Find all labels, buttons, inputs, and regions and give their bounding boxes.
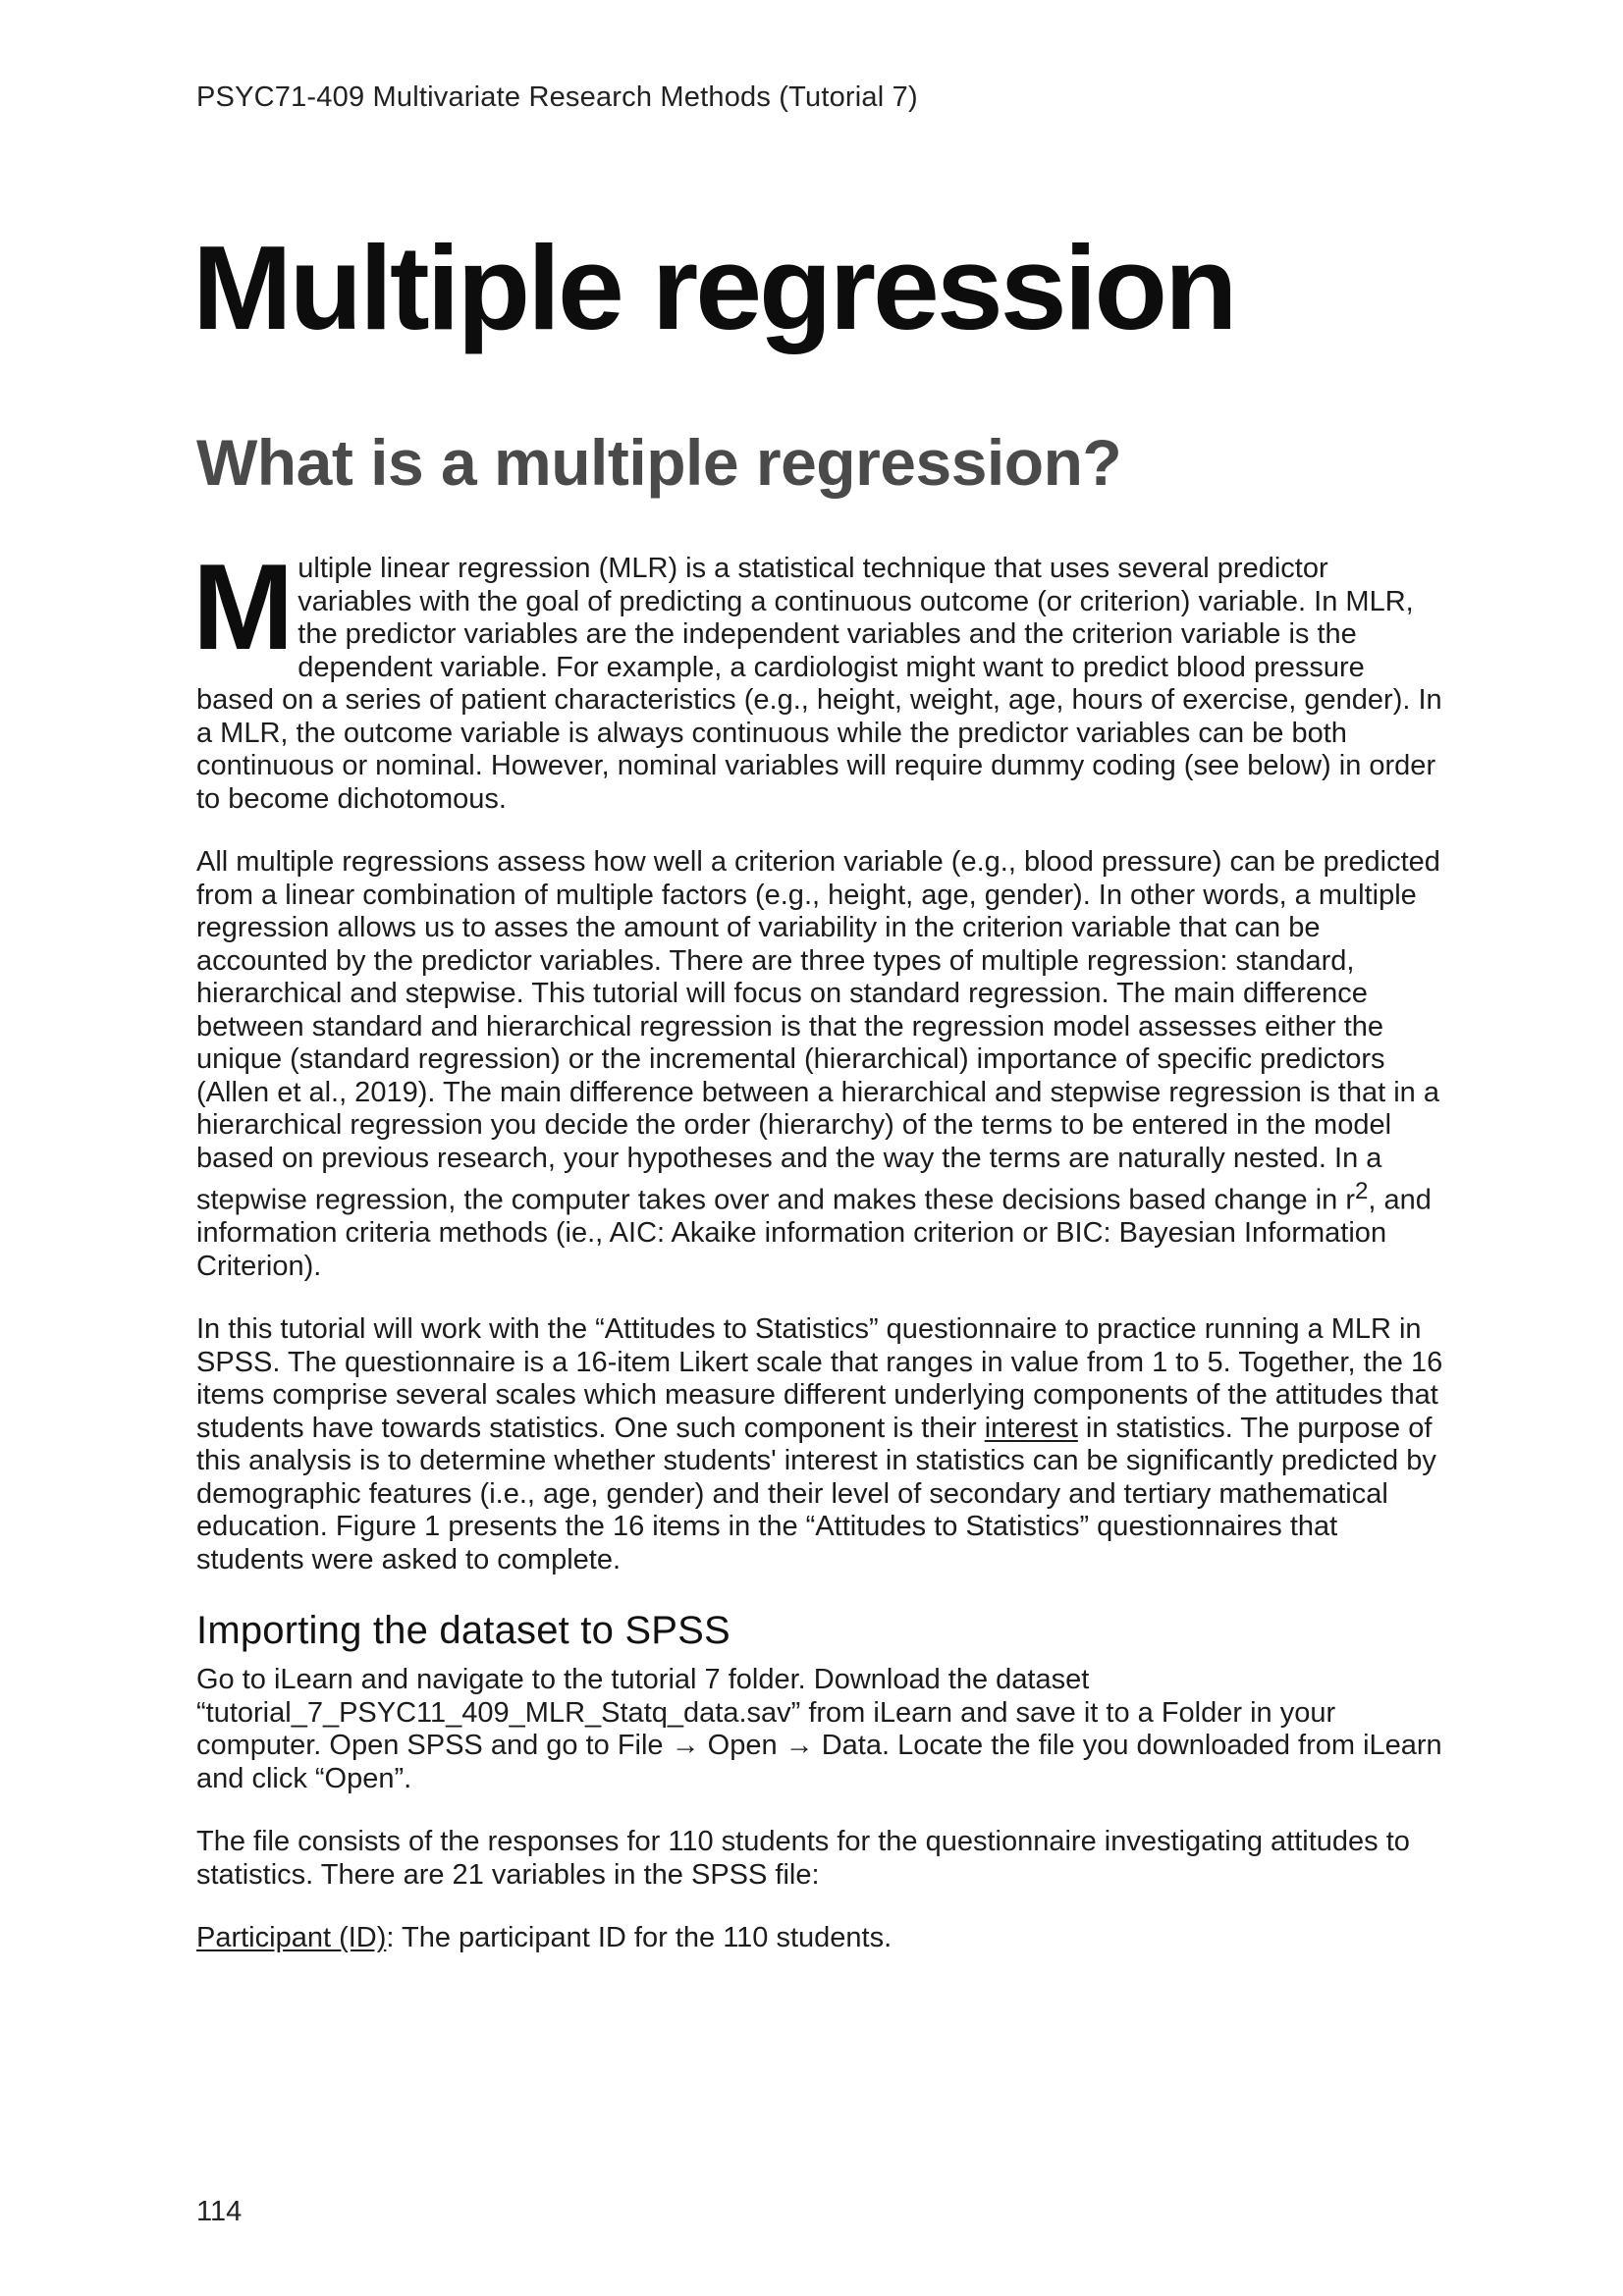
body-text (192, 540, 1443, 1986)
dropcap-letter: M (192, 540, 295, 675)
document-page (192, 0, 1443, 2296)
regression-types-paragraph (196, 846, 1443, 1283)
file-description-paragraph: The file consists of the responses for 110 students for the questionnaire investigating attitudes to statistics. There are 21 variables in the SPSS file: (196, 1826, 1410, 1891)
para3-text-b: in statistics. The purpose of this analysis is to determine whether students' interest in statistics can be significantly predicted by demographic features (i.e., age, gender) and their level of secondary and tertiary mathematical education. Figure 1 presents the 16 items in the “Attitudes to Statistics” questionnaires that students were asked to complete. (196, 1412, 1436, 1575)
intro-text: ultiple linear regression (MLR) is a statistical technique that uses several predictor variables with the goal of predicting a continuous outcome (or criterion) variable. In MLR, the predictor variables are the independent variables and the criterion variable is the dependent variable. For example, a cardiologist might want to predict blood pressure based on a series of patient characteristics (e.g., height, weight, age, hours of exercise, gender). In a MLR, the outcome variable is always continuous while the predictor variables can be both continuous or nominal. However, nominal variables will require dummy coding (see below) in order to become dichotomous. (196, 553, 1442, 815)
intro-paragraph (192, 540, 1443, 816)
superscript-two: 2 (1354, 1178, 1369, 1204)
variable-participant (196, 1922, 1443, 1955)
para2-text-b: , and information criteria methods (ie., AIC: Akaike information criterion or BIC: Bayesian Information Criterion). (196, 1184, 1432, 1282)
section-subtitle: What is a multiple regression? (196, 426, 1122, 499)
import-paragraph: Go to iLearn and navigate to the tutorial 7 folder. Download the dataset “tutorial_7_PSYC11_409_MLR_Statq_data.sav” from iLearn and save it to a Folder in your computer. Open SPSS and go to File → Open → Data. Locate the file you downloaded from iLearn and click “Open”. (196, 1664, 1442, 1794)
page-title: Multiple regression (192, 221, 1235, 354)
page-number: 114 (196, 2196, 243, 2227)
variable-term: Participant (ID) (196, 1922, 387, 1954)
running-header: PSYC71-409 Multivariate Research Methods (Tutorial 7) (196, 81, 918, 113)
interest-underlined: interest (984, 1412, 1078, 1444)
tutorial-paragraph (196, 1313, 1443, 1576)
para3-text-a: In this tutorial will work with the “Attitudes to Statistics” questionnaire to practice running a MLR in SPSS. The questionnaire is a 16-item Likert scale that ranges in value from 1 to 5. Together, the 16 items comprise several scales which measure different underlying components of the attitudes that students have towards statistics. One such component is their (196, 1313, 1443, 1444)
variable-description: : The participant ID for the 110 students. (386, 1922, 893, 1954)
import-heading: Importing the dataset to SPSS (196, 1609, 730, 1653)
para2-text-a: All multiple regressions assess how well a criterion variable (e.g., blood pressure) can be predicted from a linear combination of multiple factors (e.g., height, age, gender). In other words, a multiple regression allows us to asses the amount of variability in the criterion variable that can be accounted by the predictor variables. There are three types of multiple regression: standard, hierarchical and stepwise. This tutorial will focus on standard regression. The main difference between standard and hierarchical regression is that the regression model assesses either the unique (standard regression) or the incremental (hierarchical) importance of specific predictors (Allen et al., 2019). The main difference between a hierarchical and stepwise regression is that in a hierarchical regression you decide the order (hierarchy) of the terms to be entered in the model based on previous research, your hypotheses and the way the terms are naturally nested. In a stepwise regression, the computer takes over and makes these decisions based change in r (196, 846, 1440, 1216)
